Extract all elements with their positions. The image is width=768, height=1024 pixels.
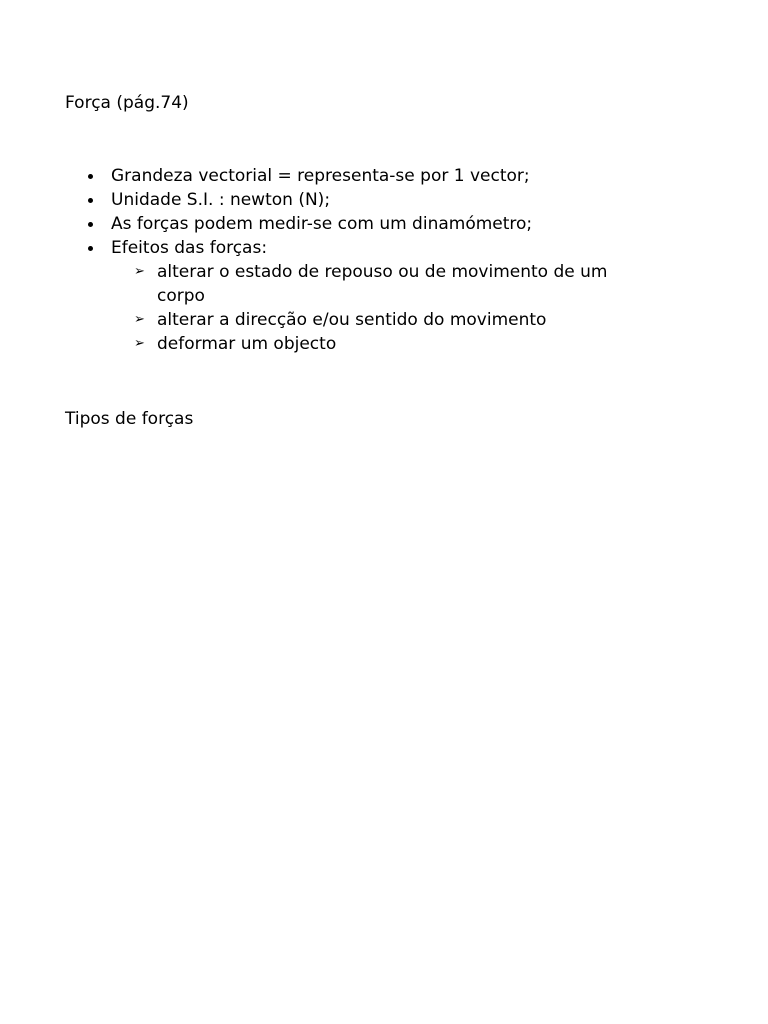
bullet-list <box>0 164 657 356</box>
effect-text: deformar um objecto <box>157 334 337 354</box>
effect-item <box>134 332 657 356</box>
effect-text: alterar a direcção e/ou sentido do movimento <box>157 310 547 330</box>
list-item-text: As forças podem medir-se com um dinamómetro; <box>111 214 533 234</box>
list-item <box>0 188 657 212</box>
bullet-dot-icon <box>88 222 93 227</box>
page-title: Força (pág.74) <box>65 93 189 113</box>
section-title: Tipos de forças <box>65 409 194 429</box>
list-item <box>0 236 657 260</box>
list-item <box>0 164 657 188</box>
bullet-dot-icon <box>88 246 93 251</box>
list-item-text: Grandeza vectorial = representa-se por 1 vector; <box>111 166 530 186</box>
effects-container <box>0 260 657 356</box>
effects-list <box>0 260 657 356</box>
list-item-text: Efeitos das forças: <box>111 238 268 258</box>
arrow-bullet-icon: ➢ <box>134 264 145 279</box>
effect-item <box>134 308 657 332</box>
arrow-bullet-icon: ➢ <box>134 336 145 351</box>
list-item-text: Unidade S.I. : newton (N); <box>111 190 331 210</box>
bullet-dot-icon <box>88 174 93 179</box>
bullet-dot-icon <box>88 198 93 203</box>
effect-text: alterar o estado de repouso ou de movimento de um corpo <box>157 262 608 306</box>
list-item <box>0 212 657 236</box>
effect-item <box>134 260 657 308</box>
arrow-bullet-icon: ➢ <box>134 312 145 327</box>
